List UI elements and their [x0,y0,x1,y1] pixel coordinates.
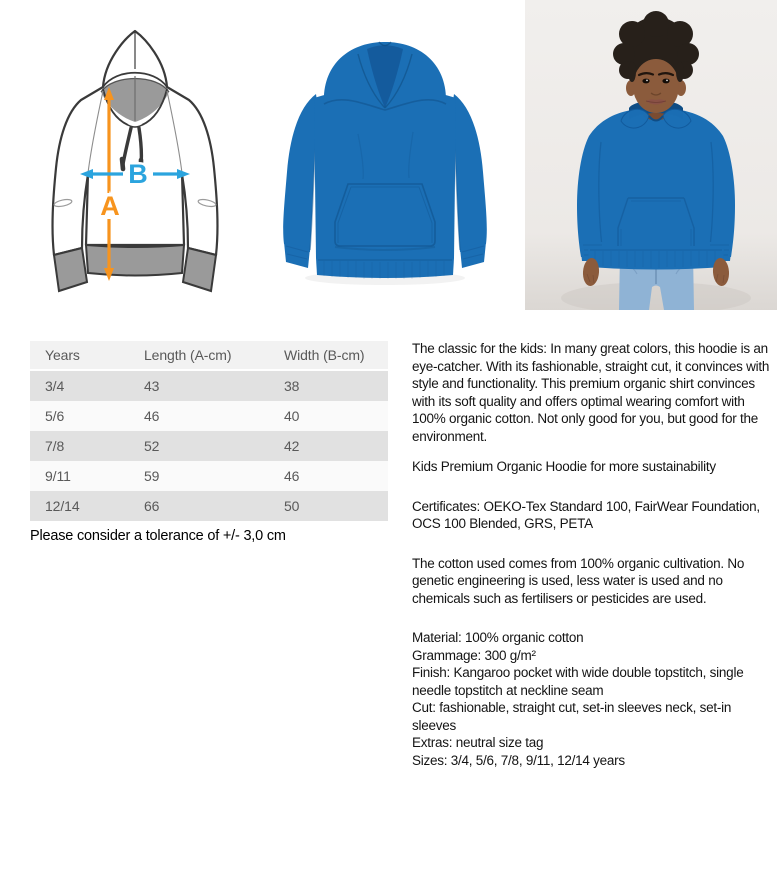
cell-years: 12/14 [45,498,80,514]
col-header-length: Length (A-cm) [143,341,283,370]
cell-years: 3/4 [45,378,65,394]
left-elbow-wrinkle [54,198,73,208]
product-description [412,340,777,769]
left-sideburn [628,62,636,82]
cell-length: 52 [144,438,160,454]
hem-band [86,245,184,276]
product-photo [258,14,512,302]
size-table-body [30,370,388,521]
right-sideburn [676,62,684,82]
table-row [30,461,388,491]
right-cuff [183,248,216,291]
cell-width: 40 [284,408,300,424]
worn-hoodie [577,108,735,270]
left-shoulder-seam [88,91,103,173]
width-arrow-b [80,159,190,189]
blue-hoodie-flat-photo [258,14,512,302]
right-shoulder-seam [167,91,182,173]
model-photo [525,0,777,310]
spec-line: Finish: Kangaroo pocket with wide double topstitch, single needle topstitch at neckline seam [412,665,744,698]
cell-years: 7/8 [45,438,65,454]
table-header-row [30,341,388,370]
cell-width: 38 [284,378,300,394]
kid-wearing-hoodie-photo [525,0,777,310]
hoodie-measurement-drawing [35,13,235,293]
description-paragraph: Kids Premium Organic Hoodie for more sustainability [412,459,716,474]
cell-width: 42 [284,438,300,454]
spec-line: Material: 100% organic cotton [412,630,584,645]
table-row [30,401,388,431]
cell-length: 46 [144,408,160,424]
description-paragraphs [412,340,777,607]
col-header-years: Years [30,341,143,370]
table-row [30,491,388,521]
description-paragraph: The classic for the kids: In many great colors, this hoodie is an eye-catcher. With its fashionable, straight cut, it convinces with style and functionality. This premium organic shirt convinces with its soft quality and offers optimal wearing comfort with 100% organic cotton. Not only good for you, but good for the environment. [412,341,770,444]
cell-years: 5/6 [45,408,65,424]
description-paragraph: The cotton used comes from 100% organic cultivation. No genetic engineering is used, less water is used and no chemicals such as fertilisers or pesticides are used. [412,555,745,606]
cell-width: 46 [284,468,300,484]
size-diagram-image [35,13,235,293]
table-row [30,431,388,461]
description-specs [412,629,777,769]
spec-line: Cut: fashionable, straight cut, set-in sleeves neck, set-in sleeves [412,700,732,733]
cell-length: 43 [144,378,160,394]
table-row [30,370,388,401]
right-elbow-wrinkle [198,198,217,208]
width-label: B [128,159,148,189]
spec-line: Extras: neutral size tag [412,735,544,750]
spec-line: Sizes: 3/4, 5/6, 7/8, 9/11, 12/14 years [412,752,625,768]
length-label: A [100,191,120,221]
size-table [30,341,388,521]
face [633,59,679,113]
size-table-section [30,341,388,544]
cell-width: 50 [284,498,300,514]
left-cuff [54,248,87,291]
cell-length: 59 [144,468,160,484]
cell-years: 9/11 [45,468,71,484]
spec-line: Grammage: 300 g/m² [412,647,536,663]
hood [324,42,446,110]
col-header-width: Width (B-cm) [283,341,388,370]
cell-length: 66 [144,498,160,514]
description-paragraph: Certificates: OEKO-Tex Standard 100, FairWear Foundation, OCS 100 Blended, GRS, PETA [412,498,760,531]
tolerance-note: Please consider a tolerance of +/- 3,0 cm [30,528,286,544]
hem-band [316,258,454,279]
